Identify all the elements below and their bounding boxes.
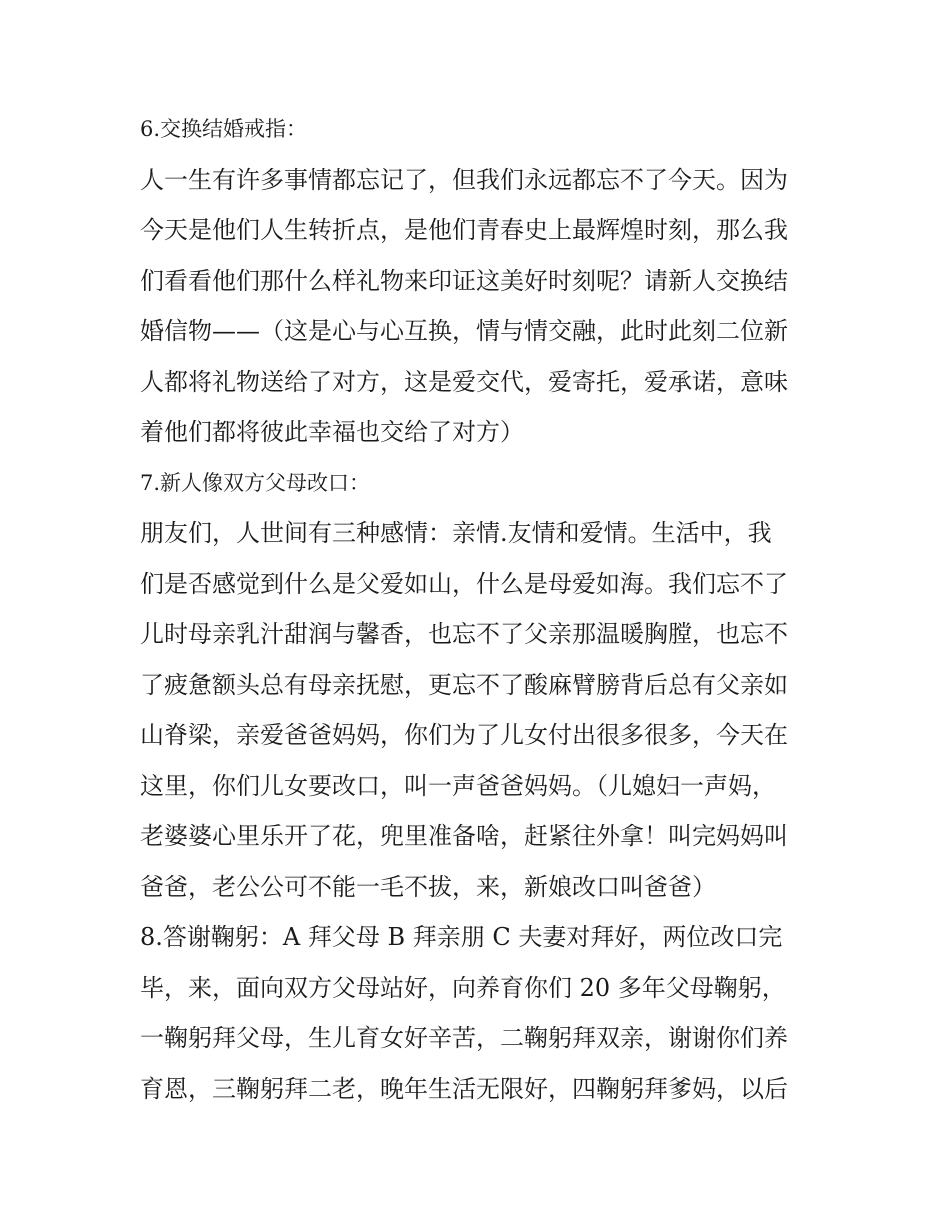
paragraph-line: 老婆婆心里乐开了花，兜里准备啥，赶紧往外拿！叫完妈妈叫 [140, 822, 788, 850]
paragraph-line: 们是否感觉到什么是父爱如山，什么是母爱如海。我们忘不了 [140, 569, 788, 598]
paragraph-line: 婚信物——（这是心与心互换，情与情交融，此时此刻二位新 [140, 317, 788, 345]
paragraph-line: 育恩，三鞠躬拜二老，晚年生活无限好，四鞠躬拜爹妈，以后 [140, 1074, 788, 1103]
paragraph-line: 了疲惫额头总有母亲抚慰，更忘不了酸麻臂膀背后总有父亲如 [140, 670, 788, 699]
document-body [140, 104, 820, 1114]
paragraph-line: 人一生有许多事情都忘记了，但我们永远都忘不了今天。因为 [140, 165, 788, 194]
section-heading-8: 8.答谢鞠躬：A 拜父母 B 拜亲朋 C 夫妻对拜好，两位改口完 [140, 923, 783, 951]
section-heading-7: 7.新人像双方父母改口： [140, 470, 371, 495]
paragraph-line: 山脊梁，亲爱爸爸妈妈，你们为了儿女付出很多很多，今天在 [140, 721, 788, 749]
paragraph-line: 这里，你们儿女要改口，叫一声爸爸妈妈。（儿媳妇一声妈， [140, 771, 776, 800]
paragraph-line: 儿时母亲乳汁甜润与馨香，也忘不了父亲那温暖胸膛，也忘不 [140, 620, 788, 648]
paragraph-line: 朋友们，人世间有三种感情：亲情.友情和爱情。生活中，我 [140, 519, 772, 547]
paragraph-line: 人都将礼物送给了对方，这是爱交代，爱寄托，爱承诺，意味 [140, 367, 788, 396]
paragraph-line: 着他们都将彼此幸福也交给了对方） [140, 418, 524, 446]
paragraph-line: 毕，来，面向双方父母站好，向养育你们 20 多年父母鞠躬， [140, 973, 786, 1002]
paragraph-line: 今天是他们人生转折点，是他们青春史上最辉煌时刻，那么我 [140, 216, 788, 244]
paragraph-line: 们看看他们那什么样礼物来印证这美好时刻呢？请新人交换结 [140, 266, 788, 295]
section-heading-6: 6.交换结婚戒指： [140, 117, 308, 141]
paragraph-line: 爸爸，老公公可不能一毛不拔，来，新娘改口叫爸爸） [140, 872, 716, 901]
paragraph-line: 一鞠躬拜父母，生儿育女好辛苦，二鞠躬拜双亲，谢谢你们养 [140, 1024, 788, 1052]
